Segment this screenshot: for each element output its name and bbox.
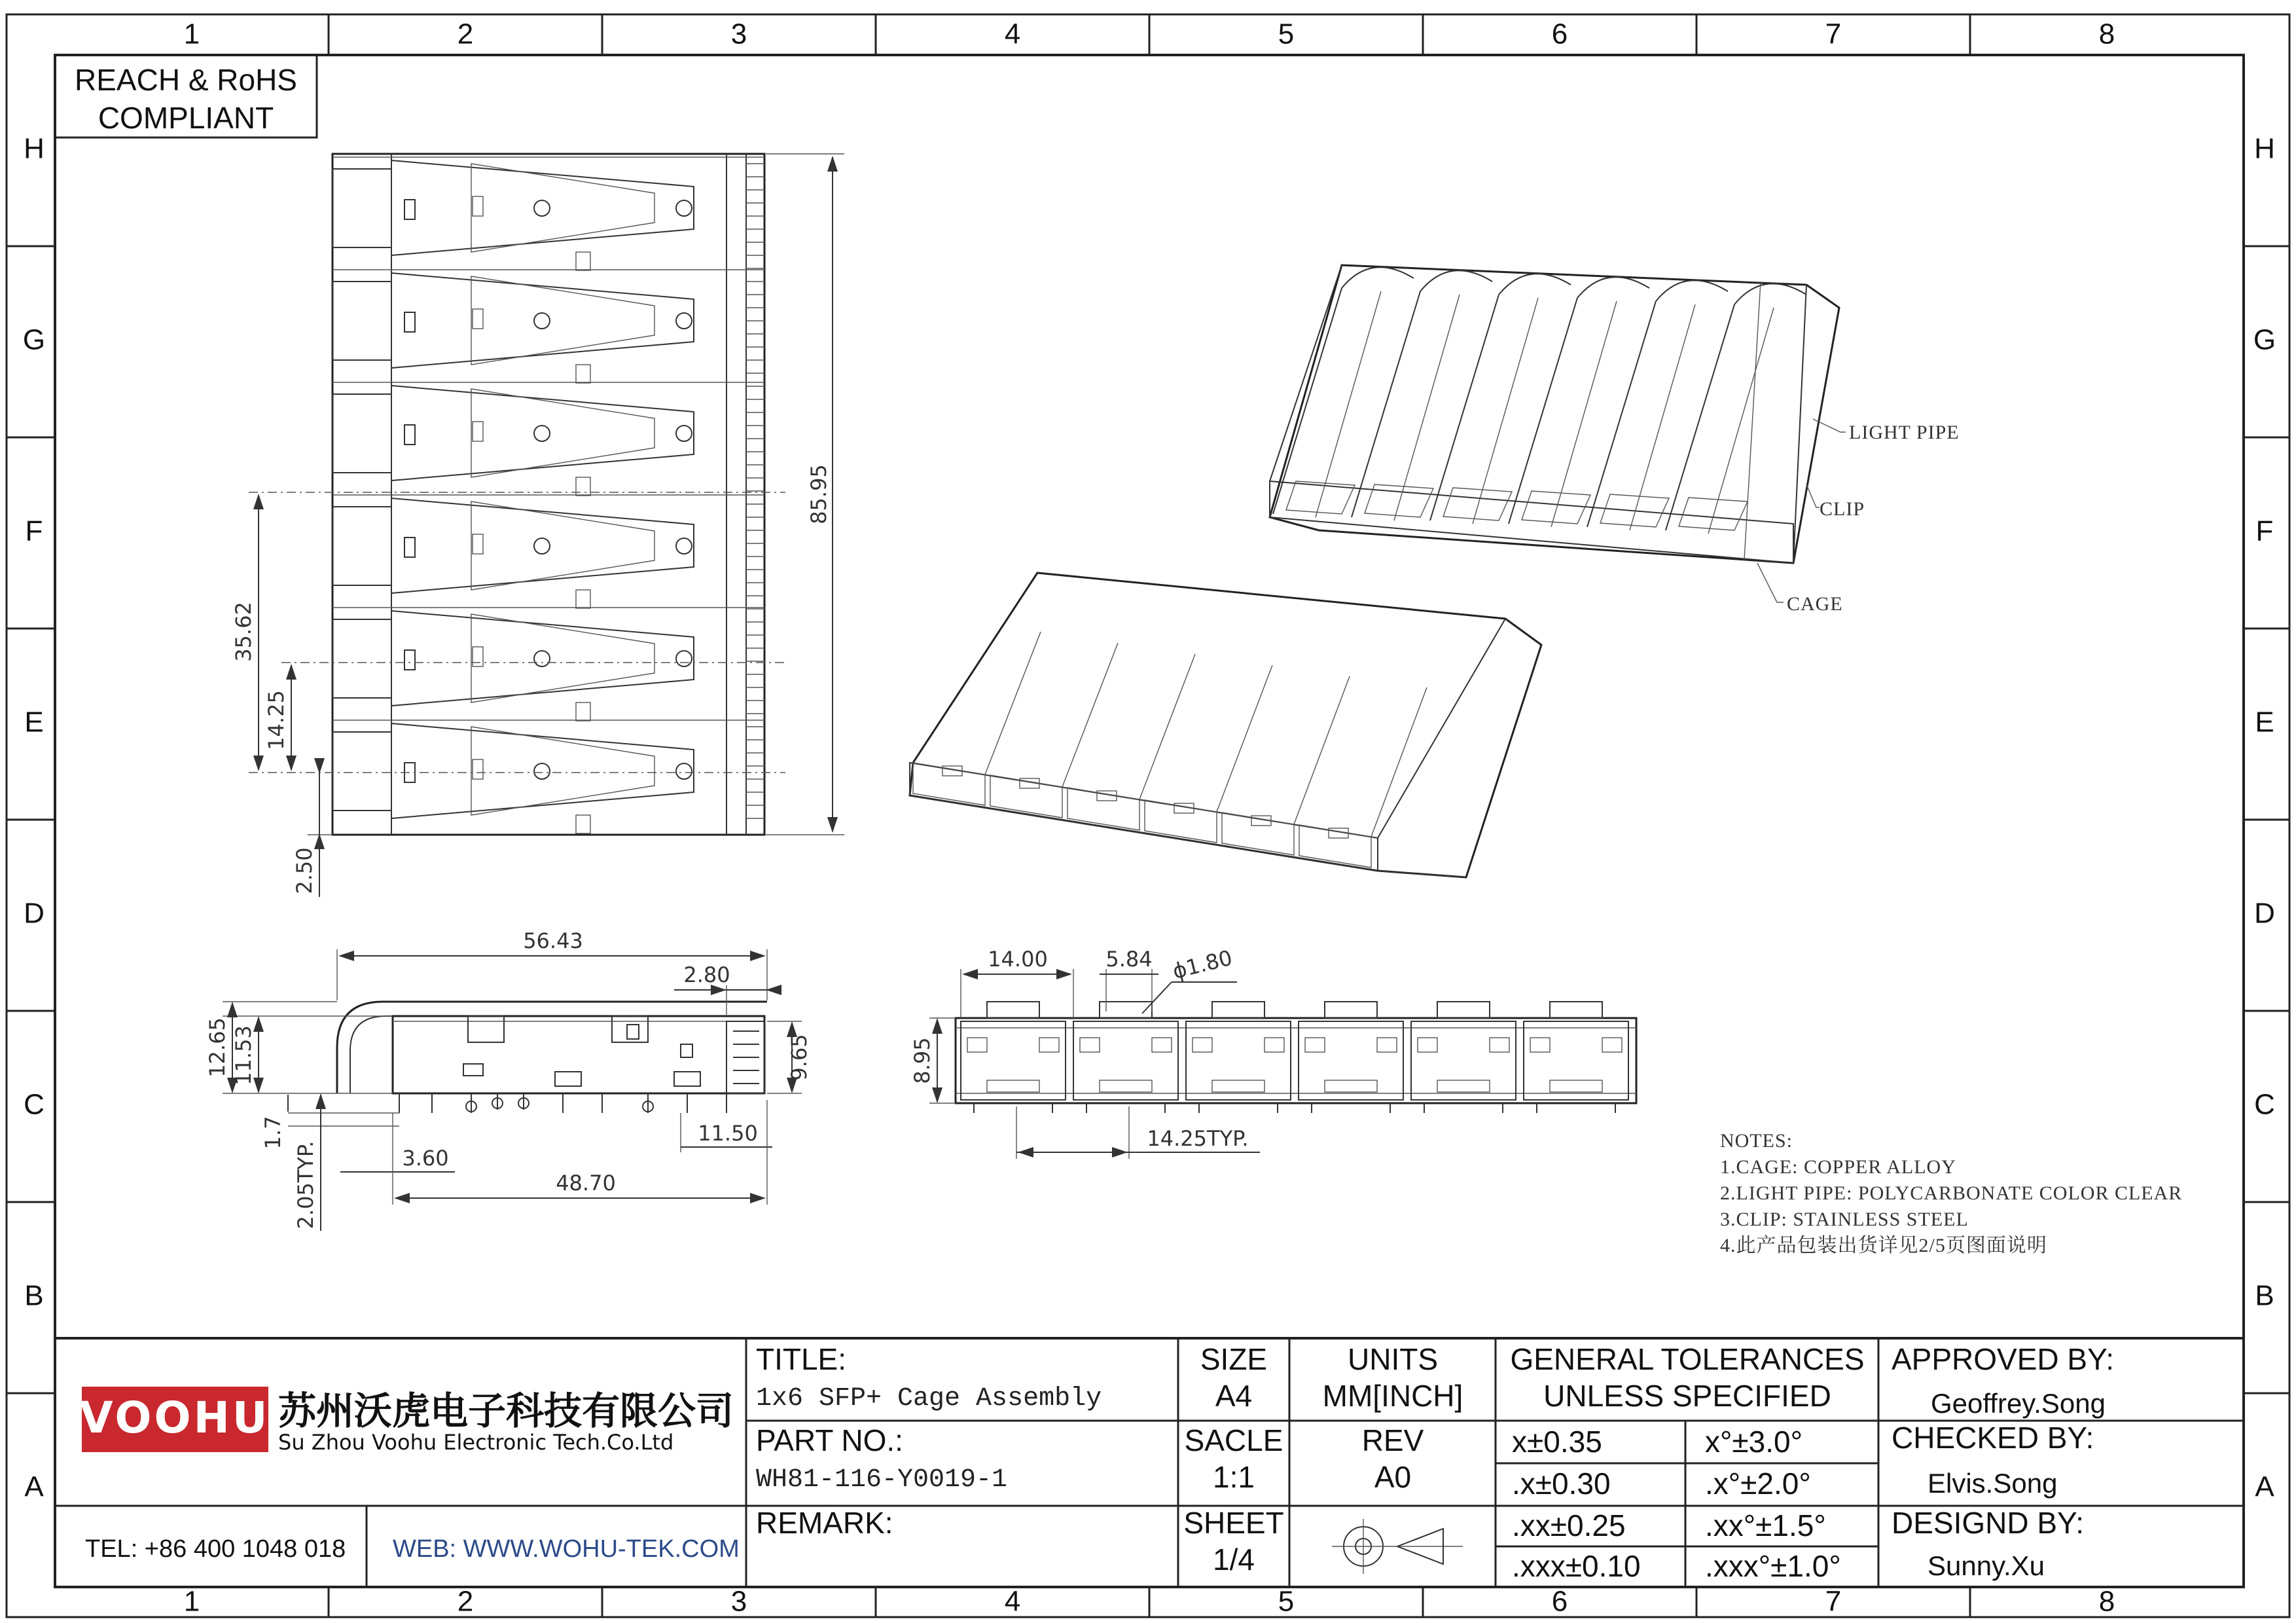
zone-row-label: E bbox=[2255, 706, 2274, 739]
port-clip bbox=[576, 252, 590, 270]
port-hole bbox=[534, 538, 550, 554]
dim-height-body: 11.53 bbox=[231, 1025, 256, 1085]
port-spring-inner bbox=[471, 614, 655, 702]
port-window bbox=[404, 538, 415, 557]
zone-row-label: H bbox=[2254, 132, 2275, 165]
zone-row-label: D bbox=[24, 897, 45, 930]
port-tab bbox=[473, 759, 483, 779]
zone-col-label: 8 bbox=[2098, 18, 2115, 50]
port-spring-inner bbox=[471, 727, 655, 815]
projection-symbol bbox=[1332, 1519, 1463, 1574]
zone-row-label: C bbox=[24, 1088, 45, 1121]
dim-overall-height: 85.95 bbox=[806, 464, 831, 524]
port-latch bbox=[332, 732, 391, 811]
title-block bbox=[55, 1338, 2244, 1587]
zone-row-label: F bbox=[25, 515, 43, 547]
front-port-latch bbox=[1305, 1038, 1325, 1052]
notes bbox=[1720, 1130, 2182, 1256]
dim-pitch-span: 35.62 bbox=[231, 602, 256, 662]
port-spring bbox=[391, 386, 694, 481]
port-hole bbox=[534, 426, 550, 441]
port-spring-inner bbox=[471, 276, 655, 365]
front-port bbox=[1073, 1021, 1178, 1100]
dim-length-overall: 56.43 bbox=[523, 928, 583, 953]
port-window bbox=[404, 200, 415, 219]
zone-col-label: 6 bbox=[1551, 1585, 1568, 1618]
zone-row-label: E bbox=[24, 706, 44, 739]
iso-arch bbox=[1577, 277, 1649, 298]
port-hole bbox=[676, 200, 692, 216]
port-window bbox=[404, 650, 415, 670]
front-view bbox=[956, 1002, 1636, 1113]
front-port-latch bbox=[1080, 1038, 1100, 1052]
scale-value: 1:1 bbox=[1213, 1460, 1255, 1494]
zone-col-label: 1 bbox=[183, 18, 200, 50]
front-port-contact bbox=[1212, 1080, 1265, 1092]
port-tab bbox=[473, 534, 483, 554]
port-hole bbox=[676, 313, 692, 329]
tolerance-title-2: UNLESS SPECIFIED bbox=[1543, 1379, 1831, 1413]
light-pipe bbox=[1325, 1002, 1377, 1018]
tolerance-angular: .x°±2.0° bbox=[1705, 1467, 1811, 1501]
dim-front-height: 9.65 bbox=[787, 1034, 812, 1081]
top-view-dimensions bbox=[231, 154, 844, 897]
dim-offset: 2.50 bbox=[292, 847, 317, 894]
light-pipe bbox=[1212, 1002, 1265, 1018]
front-port-latch bbox=[1193, 1038, 1212, 1052]
iso-arch-rail bbox=[1352, 291, 1420, 517]
dim-body-length: 48.70 bbox=[556, 1171, 616, 1195]
port-hole bbox=[676, 426, 692, 441]
design-label: DESIGND BY: bbox=[1892, 1506, 2084, 1540]
zone-col-label: 2 bbox=[457, 1585, 474, 1618]
zone-col-label: 5 bbox=[1278, 18, 1295, 50]
iso-port-opening bbox=[1522, 491, 1590, 524]
zone-col-label: 1 bbox=[183, 1585, 200, 1618]
checked-value: Elvis.Song bbox=[1928, 1468, 2058, 1499]
tolerance-linear: .xxx±0.10 bbox=[1512, 1549, 1641, 1583]
light-pipe bbox=[1437, 1002, 1490, 1018]
iso-arch bbox=[1342, 267, 1414, 288]
remark-label: REMARK: bbox=[756, 1506, 893, 1540]
port-spring bbox=[391, 611, 694, 706]
port-hole bbox=[534, 313, 550, 329]
port-hole bbox=[676, 651, 692, 666]
iso-arch bbox=[1734, 283, 1806, 304]
zone-dividers bbox=[7, 14, 2289, 1617]
front-port bbox=[1299, 1021, 1403, 1100]
company-logo: VOOHU bbox=[79, 1393, 270, 1443]
compliance-line1: REACH & RoHS bbox=[75, 63, 297, 97]
zone-col-label: 4 bbox=[1004, 18, 1021, 50]
port-hole bbox=[676, 538, 692, 554]
dim-port-width: 14.00 bbox=[988, 947, 1048, 972]
company-name-cn: 苏州沃虎电子科技有限公司 bbox=[278, 1389, 734, 1433]
rev-label: REV bbox=[1361, 1423, 1424, 1457]
front-port-latch bbox=[1602, 1038, 1622, 1052]
port-spring-inner bbox=[471, 501, 655, 590]
dim-hole-dia: ϕ1.80 bbox=[1170, 945, 1235, 984]
port-spring bbox=[391, 498, 694, 593]
dim-port-gap: 5.84 bbox=[1105, 947, 1153, 972]
front-port-contact bbox=[1437, 1080, 1490, 1092]
light-pipe bbox=[1550, 1002, 1602, 1018]
side-view-pins bbox=[399, 1093, 726, 1113]
iso-arch bbox=[1499, 274, 1571, 295]
tolerance-linear: .xx±0.25 bbox=[1512, 1508, 1626, 1542]
dim-pin-typ: 2.05TYP. bbox=[293, 1140, 318, 1230]
port-tab bbox=[473, 647, 483, 666]
zone-row-label: B bbox=[24, 1279, 44, 1312]
front-port bbox=[1524, 1021, 1628, 1100]
dim-pin-offset: 3.60 bbox=[402, 1146, 449, 1171]
port-spring-inner bbox=[471, 164, 655, 252]
iso-front-wall bbox=[1294, 676, 1350, 824]
port-spring-inner bbox=[471, 389, 655, 477]
callout-cage: CAGE bbox=[1787, 593, 1843, 615]
tolerance-title-1: GENERAL TOLERANCES bbox=[1510, 1342, 1865, 1376]
front-port-latch bbox=[1530, 1038, 1550, 1052]
zone-col-label: 7 bbox=[1825, 18, 1842, 50]
front-port-contact bbox=[987, 1080, 1039, 1092]
approved-value: Geoffrey.Song bbox=[1931, 1388, 2106, 1419]
port-hole bbox=[676, 763, 692, 779]
port-spring bbox=[391, 723, 694, 818]
top-view bbox=[332, 154, 764, 835]
port-latch bbox=[332, 169, 391, 247]
zone-col-label: 3 bbox=[730, 18, 747, 50]
port-clip bbox=[576, 365, 590, 383]
iso-arch-rail bbox=[1430, 295, 1499, 520]
dim-pitch-typ: 14.25TYP. bbox=[1147, 1126, 1249, 1151]
front-port-latch bbox=[1265, 1038, 1284, 1052]
checked-label: CHECKED BY: bbox=[1892, 1421, 2094, 1455]
zone-col-label: 3 bbox=[730, 1585, 747, 1618]
dim-pin: 1.7 bbox=[260, 1116, 285, 1150]
zone-row-label: F bbox=[2255, 515, 2274, 547]
rev-value: A0 bbox=[1374, 1460, 1412, 1494]
port-spring bbox=[391, 160, 694, 255]
front-port-latch bbox=[1418, 1038, 1437, 1052]
iso-front-wall bbox=[1217, 665, 1272, 812]
front-port-latch bbox=[1039, 1038, 1059, 1052]
front-port-latch bbox=[1152, 1038, 1172, 1052]
port-latch bbox=[332, 282, 391, 360]
front-port-latch bbox=[1490, 1038, 1509, 1052]
port-tab bbox=[473, 309, 483, 329]
port-clip bbox=[576, 590, 590, 608]
port-spring bbox=[391, 273, 694, 368]
zone-col-label: 7 bbox=[1825, 1585, 1842, 1618]
title-value: 1x6 SFP+ Cage Assembly bbox=[756, 1384, 1102, 1413]
scale-label: SACLE bbox=[1184, 1423, 1283, 1457]
iso-port-opening bbox=[1679, 498, 1748, 530]
dim-port-height: 8.95 bbox=[910, 1037, 935, 1084]
zone-col-label: 4 bbox=[1004, 1585, 1021, 1618]
zone-row-label: G bbox=[22, 323, 46, 356]
approved-label: APPROVED BY: bbox=[1892, 1342, 2115, 1376]
tolerance-angular: x°±3.0° bbox=[1705, 1425, 1803, 1459]
port-clip bbox=[576, 815, 590, 833]
port-window bbox=[404, 425, 415, 445]
compliance-line2: COMPLIANT bbox=[98, 101, 274, 135]
tolerance-angular: .xxx°±1.0° bbox=[1705, 1549, 1841, 1583]
port-hole bbox=[534, 651, 550, 666]
zone-row-label: G bbox=[2253, 323, 2276, 356]
iso-arch-rail bbox=[1509, 298, 1577, 524]
iso-port-opening bbox=[1286, 481, 1355, 514]
compliance-box bbox=[55, 55, 317, 137]
company-web: WEB: WWW.WOHU-TEK.COM bbox=[393, 1535, 740, 1563]
size-label: SIZE bbox=[1200, 1342, 1268, 1376]
front-port-contact bbox=[1325, 1080, 1377, 1092]
zone-row-label: B bbox=[2255, 1279, 2274, 1312]
zone-row-label: A bbox=[2255, 1470, 2274, 1503]
iso-front-ports bbox=[913, 632, 1427, 867]
port-latch bbox=[332, 394, 391, 473]
title-label: TITLE: bbox=[756, 1342, 847, 1376]
zone-row-label: A bbox=[24, 1470, 44, 1503]
dim-pitch: 14.25 bbox=[264, 690, 289, 750]
side-view-dimensions bbox=[205, 928, 812, 1231]
front-port-latch bbox=[967, 1038, 987, 1052]
iso-front-wall bbox=[985, 632, 1041, 775]
part-label: PART NO.: bbox=[756, 1423, 903, 1457]
callout-light-pipe: LIGHT PIPE bbox=[1849, 422, 1960, 443]
top-view-ports bbox=[332, 157, 764, 833]
iso-view-rear bbox=[1270, 265, 1839, 563]
sheet-label: SHEET bbox=[1183, 1506, 1284, 1540]
front-port-contact bbox=[1550, 1080, 1602, 1092]
callouts bbox=[1757, 419, 1960, 615]
dim-tab: 2.80 bbox=[683, 962, 730, 987]
company-name-en: Su Zhou Voohu Electronic Tech.Co.Ltd bbox=[278, 1430, 674, 1455]
zone-col-label: 2 bbox=[457, 18, 474, 50]
size-value: A4 bbox=[1215, 1379, 1253, 1413]
port-latch bbox=[332, 619, 391, 698]
design-value: Sunny.Xu bbox=[1928, 1550, 2045, 1581]
port-window bbox=[404, 312, 415, 332]
port-latch bbox=[332, 507, 391, 585]
port-hole bbox=[534, 200, 550, 216]
tolerance-linear: x±0.35 bbox=[1512, 1425, 1602, 1459]
zone-col-label: 5 bbox=[1278, 1585, 1295, 1618]
zone-row-label: C bbox=[2254, 1088, 2275, 1121]
port-clip bbox=[576, 702, 590, 721]
note-item: 3.CLIP: STAINLESS STEEL bbox=[1720, 1209, 1969, 1230]
dim-pin-rear: 11.50 bbox=[698, 1121, 758, 1146]
iso-port-opening bbox=[1443, 488, 1512, 520]
front-port bbox=[961, 1021, 1066, 1100]
side-view bbox=[337, 1002, 767, 1113]
part-value: WH81-116-Y0019-1 bbox=[756, 1465, 1008, 1495]
company-tel: TEL: +86 400 1048 018 bbox=[85, 1535, 346, 1563]
zone-row-label: H bbox=[24, 132, 45, 165]
iso-front-wall bbox=[1139, 654, 1195, 799]
port-hole bbox=[534, 763, 550, 779]
iso-arch-rail bbox=[1587, 301, 1656, 527]
light-pipe bbox=[1100, 1002, 1152, 1018]
tolerance-angular: .xx°±1.5° bbox=[1705, 1508, 1826, 1542]
iso-front-wall bbox=[1371, 687, 1427, 837]
callout-clip: CLIP bbox=[1820, 498, 1865, 520]
tolerance-linear: .x±0.30 bbox=[1512, 1467, 1611, 1501]
front-port-contact bbox=[1100, 1080, 1152, 1092]
dim-height: 12.65 bbox=[205, 1017, 230, 1078]
outer-frame bbox=[7, 14, 2289, 1617]
iso-rear-arches bbox=[1273, 267, 1806, 534]
note-item: 1.CAGE: COPPER ALLOY bbox=[1720, 1156, 1956, 1178]
iso-front-wall bbox=[1062, 643, 1118, 787]
note-item: 4.此产品包装出货详见2/5页图面说明 bbox=[1720, 1235, 2047, 1256]
note-item: 2.LIGHT PIPE: POLYCARBONATE COLOR CLEAR bbox=[1720, 1182, 2183, 1204]
front-port bbox=[1186, 1021, 1291, 1100]
iso-view-front bbox=[910, 573, 1541, 877]
units-label: UNITS bbox=[1348, 1342, 1438, 1376]
iso-arch bbox=[1420, 270, 1492, 291]
units-value: MM[INCH] bbox=[1322, 1379, 1463, 1413]
port-tab bbox=[473, 422, 483, 441]
zone-col-label: 8 bbox=[2098, 1585, 2115, 1618]
front-port bbox=[1411, 1021, 1516, 1100]
iso-arch-rail bbox=[1666, 304, 1734, 530]
port-tab bbox=[473, 196, 483, 216]
iso-arch bbox=[1656, 280, 1728, 301]
zone-col-label: 6 bbox=[1551, 18, 1568, 50]
light-pipe bbox=[987, 1002, 1039, 1018]
zone-row-label: D bbox=[2254, 897, 2275, 930]
notes-title: NOTES: bbox=[1720, 1130, 1793, 1152]
sheet-value: 1/4 bbox=[1213, 1542, 1255, 1577]
zone-labels bbox=[23, 18, 2276, 1618]
front-port-latch bbox=[1377, 1038, 1397, 1052]
iso-arch-rail bbox=[1273, 288, 1342, 514]
